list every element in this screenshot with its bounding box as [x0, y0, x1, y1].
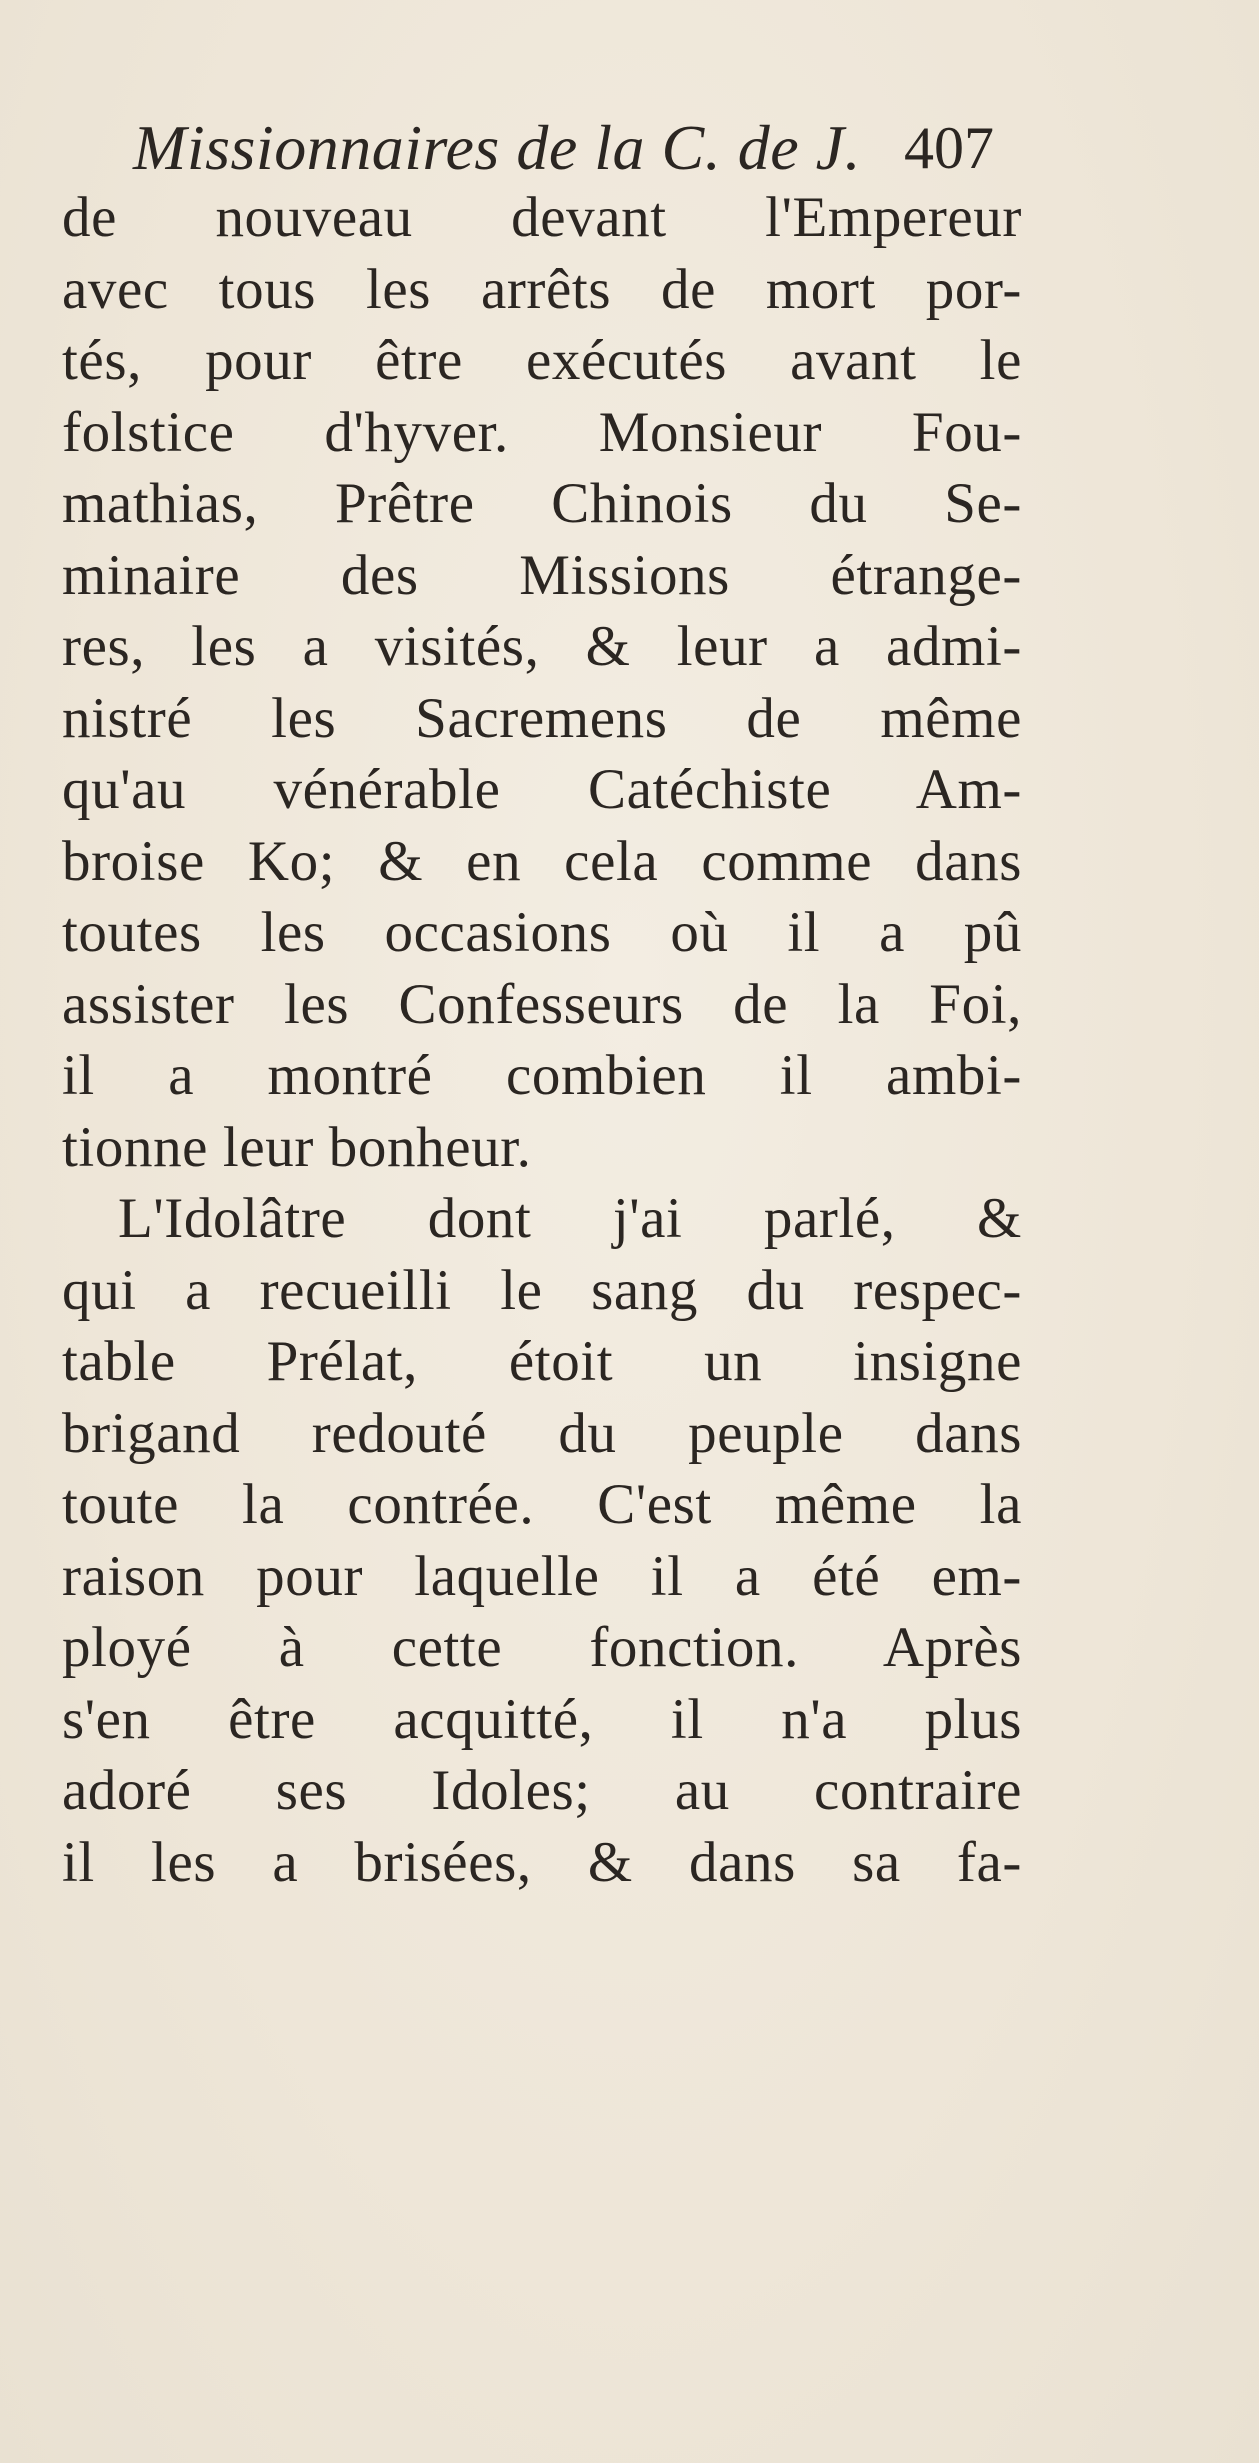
text-line: adoré ses Idoles; au contraire	[62, 1759, 1022, 1822]
text-line: toutes les occasions où il a pû	[62, 901, 1022, 964]
text-line: assister les Confesseurs de la Foi,	[62, 972, 1022, 1036]
text-line: res, les a visités, & leur a admi-	[62, 615, 1022, 678]
running-title: Missionnaires de la C. de J.	[133, 112, 861, 183]
text-line: toute la contrée. C'est même la	[62, 1473, 1022, 1536]
body-text	[62, 182, 1022, 1898]
text-line: folstice d'hyver. Monsieur Fou-	[62, 400, 1022, 464]
text-line: tés, pour être exécutés avant le	[62, 329, 1022, 392]
text-line: ployé à cette fonction. Après	[62, 1616, 1022, 1679]
text-line: il les a brisées, & dans sa fa-	[62, 1830, 1022, 1894]
text-line: L'Idolâtre dont j'ai parlé, &	[118, 1187, 1022, 1250]
text-line: brigand redouté du peuple dans	[62, 1401, 1022, 1465]
text-line: nistré les Sacremens de même	[62, 686, 1022, 750]
text-line: de nouveau devant l'Empereur	[62, 186, 1022, 249]
text-line: broise Ko; & en cela comme dans	[62, 829, 1022, 893]
page-header	[60, 108, 1020, 188]
text-line: mathias, Prêtre Chinois du Se-	[62, 472, 1022, 535]
text-line: il a montré combien il ambi-	[62, 1044, 1022, 1107]
page-number: 407	[904, 115, 994, 181]
text-line: tionne leur bonheur.	[62, 1115, 532, 1179]
text-line: s'en être acquitté, il n'a plus	[62, 1687, 1022, 1751]
text-line: avec tous les arrêts de mort por-	[62, 257, 1022, 321]
text-line: minaire des Missions étrange-	[62, 543, 1022, 607]
text-line: table Prélat, étoit un insigne	[62, 1330, 1022, 1393]
text-line: qu'au vénérable Catéchiste Am-	[62, 758, 1022, 821]
text-line: raison pour laquelle il a été em-	[62, 1544, 1022, 1608]
text-line: qui a recueilli le sang du respec-	[62, 1258, 1022, 1322]
